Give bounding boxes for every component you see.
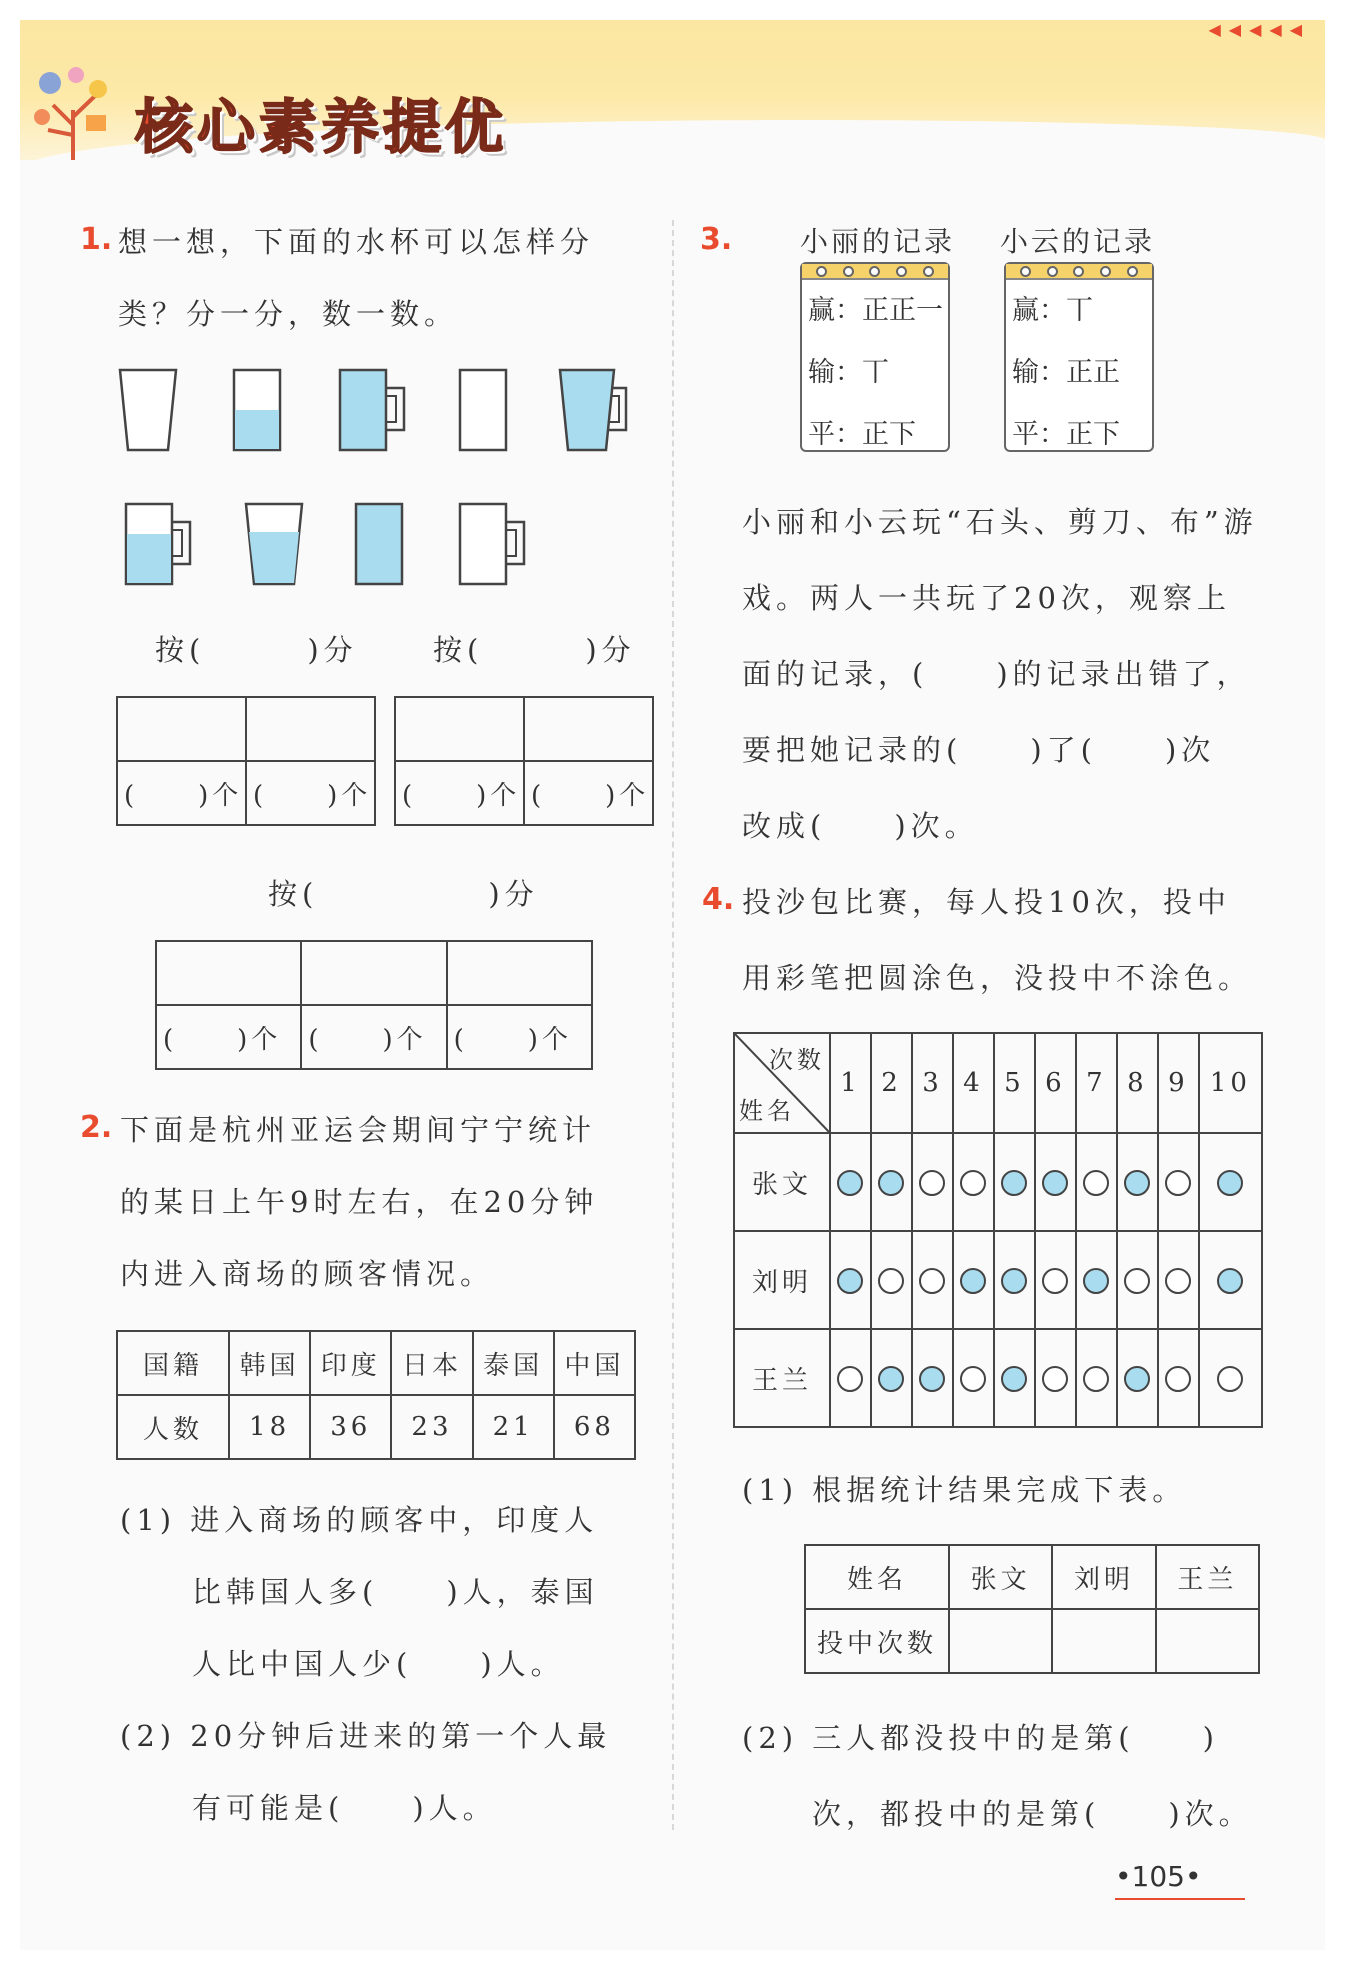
throw-cell	[1035, 1329, 1076, 1427]
question-2-text-line1: 下面是杭州亚运会期间宁宁统计	[120, 1113, 597, 1147]
throw-cell	[1076, 1133, 1117, 1231]
throw-cell	[1158, 1133, 1199, 1231]
visitor-count: 36	[310, 1395, 391, 1459]
visitor-country: 中国	[554, 1331, 635, 1395]
throw-column-number: 4	[953, 1033, 994, 1133]
miss-circle-icon[interactable]	[1165, 1170, 1191, 1196]
visitor-count: 68	[554, 1395, 635, 1459]
visitor-country: 泰国	[473, 1331, 554, 1395]
throw-cell	[871, 1231, 912, 1329]
q2-sub1-line2: 比韩国人多( )人，泰国	[192, 1575, 599, 1609]
hit-circle-icon[interactable]	[1001, 1268, 1027, 1294]
throw-cell	[830, 1231, 871, 1329]
card-xiaoli	[800, 262, 950, 452]
hit-circle-icon[interactable]	[1124, 1366, 1150, 1392]
visitor-country: 日本	[391, 1331, 472, 1395]
throw-cell	[1035, 1231, 1076, 1329]
miss-circle-icon[interactable]	[919, 1170, 945, 1196]
page-title: 核心素养提优	[135, 93, 508, 161]
throw-cell	[994, 1133, 1035, 1231]
question-4-text-line1: 投沙包比赛，每人投10次，投中	[742, 885, 1231, 919]
mug-tapered-full-icon	[558, 368, 630, 452]
classify-cell[interactable]	[301, 941, 446, 1005]
count-cell[interactable]: ( )个	[447, 1005, 592, 1069]
throw-cell	[1117, 1133, 1158, 1231]
throw-cell	[1035, 1133, 1076, 1231]
classify-cell[interactable]	[156, 941, 301, 1005]
decorative-arrows: ◀◀◀◀◀	[1208, 20, 1310, 39]
visitor-count: 23	[391, 1395, 472, 1459]
throw-cell	[1158, 1329, 1199, 1427]
q2-sub2-line1: (2) 20分钟后进来的第一个人最	[120, 1719, 612, 1753]
summary-answer-cell[interactable]	[1156, 1609, 1259, 1673]
throw-column-number: 2	[871, 1033, 912, 1133]
throw-cell	[1117, 1329, 1158, 1427]
card-xiaoyun-lose: 输：正正	[1012, 357, 1120, 388]
hit-circle-icon[interactable]	[960, 1268, 986, 1294]
summary-name: 王兰	[1156, 1545, 1259, 1609]
classify-cell[interactable]	[246, 697, 375, 761]
throw-cell	[1076, 1329, 1117, 1427]
miss-circle-icon[interactable]	[1217, 1366, 1243, 1392]
throw-column-number: 7	[1076, 1033, 1117, 1133]
throw-cell	[912, 1231, 953, 1329]
q2-sub1-line1: (1) 进入商场的顾客中，印度人	[120, 1503, 599, 1537]
throw-cell	[871, 1133, 912, 1231]
throw-cell	[994, 1231, 1035, 1329]
summary-name: 张文	[949, 1545, 1052, 1609]
classify-table-c	[155, 940, 593, 1070]
throw-column-number: 1	[830, 1033, 871, 1133]
visitor-table	[116, 1330, 636, 1460]
notebook-rings-icon	[802, 264, 948, 280]
hit-circle-icon[interactable]	[1217, 1268, 1243, 1294]
corner-top-label: 次数	[769, 1046, 825, 1074]
visitor-row-label: 人数	[117, 1395, 229, 1459]
throw-cell	[871, 1329, 912, 1427]
classify-label-a: 按( )分	[155, 633, 358, 667]
question-3-text-line1: 小丽和小云玩“石头、剪刀、布”游	[742, 505, 1258, 539]
hit-circle-icon[interactable]	[1217, 1170, 1243, 1196]
throw-record-table	[733, 1032, 1263, 1428]
q4-sub2-line1: (2) 三人都没投中的是第( )	[742, 1721, 1219, 1755]
question-1-number: 1.	[80, 222, 113, 257]
card-xiaoli-tie: 平：正下	[808, 419, 916, 450]
miss-circle-icon[interactable]	[919, 1268, 945, 1294]
count-cell[interactable]: ( )个	[246, 761, 375, 825]
visitor-country: 韩国	[229, 1331, 310, 1395]
cup-straight-full-icon	[354, 502, 406, 586]
miss-circle-icon[interactable]	[1042, 1268, 1068, 1294]
throw-cell	[953, 1231, 994, 1329]
count-cell[interactable]: ( )个	[156, 1005, 301, 1069]
throw-column-number: 5	[994, 1033, 1035, 1133]
mug-empty-icon	[458, 502, 530, 586]
player-name: 刘明	[734, 1231, 830, 1329]
throw-row	[734, 1231, 1262, 1329]
throw-cell	[912, 1133, 953, 1231]
throw-cell	[1158, 1231, 1199, 1329]
classify-label-c: 按( )分	[268, 877, 539, 911]
throw-cell	[830, 1329, 871, 1427]
card-xiaoyun-title: 小云的记录	[1000, 225, 1156, 258]
miss-circle-icon[interactable]	[960, 1170, 986, 1196]
miss-circle-icon[interactable]	[1165, 1366, 1191, 1392]
miss-circle-icon[interactable]	[1083, 1366, 1109, 1392]
throw-cell	[1199, 1329, 1262, 1427]
card-xiaoyun-tie: 平：正下	[1012, 419, 1120, 450]
mug-half-icon	[124, 502, 196, 586]
miss-circle-icon[interactable]	[878, 1268, 904, 1294]
visitor-count: 21	[473, 1395, 554, 1459]
classify-cell[interactable]	[447, 941, 592, 1005]
throw-cell	[1076, 1231, 1117, 1329]
throw-row	[734, 1329, 1262, 1427]
hit-circle-icon[interactable]	[1042, 1170, 1068, 1196]
classify-cell[interactable]	[524, 697, 653, 761]
count-cell[interactable]: ( )个	[395, 761, 524, 825]
throw-column-number: 10	[1199, 1033, 1262, 1133]
table-corner-cell	[734, 1033, 830, 1133]
hits-summary-table	[804, 1544, 1260, 1674]
throw-cell	[953, 1133, 994, 1231]
classify-cell[interactable]	[117, 697, 246, 761]
card-xiaoli-title: 小丽的记录	[800, 225, 956, 258]
throw-column-number: 9	[1158, 1033, 1199, 1133]
hit-circle-icon[interactable]	[837, 1268, 863, 1294]
throw-cell	[1199, 1231, 1262, 1329]
page-number: •105•	[1115, 1860, 1202, 1893]
hit-circle-icon[interactable]	[1124, 1170, 1150, 1196]
throw-cell	[830, 1133, 871, 1231]
throw-cell	[1199, 1133, 1262, 1231]
summary-header-label: 姓名	[805, 1545, 949, 1609]
hit-circle-icon[interactable]	[1001, 1170, 1027, 1196]
q2-sub1-line3: 人比中国人少( )人。	[192, 1647, 565, 1681]
miss-circle-icon[interactable]	[960, 1366, 986, 1392]
q4-sub2-line2: 次，都投中的是第( )次。	[812, 1797, 1253, 1831]
question-3-text-line4: 要把她记录的( )了( )次	[742, 733, 1216, 767]
cup-tapered-half-icon	[244, 502, 306, 586]
player-name: 张文	[734, 1133, 830, 1231]
summary-answer-cell[interactable]	[1052, 1609, 1155, 1673]
throw-cell	[994, 1329, 1035, 1427]
hit-circle-icon[interactable]	[1001, 1366, 1027, 1392]
column-divider	[672, 220, 674, 1830]
count-cell[interactable]: ( )个	[117, 761, 246, 825]
classify-table-b	[394, 696, 654, 826]
classify-label-b: 按( )分	[433, 633, 636, 667]
throw-cell	[1117, 1231, 1158, 1329]
throw-row	[734, 1133, 1262, 1231]
card-xiaoyun-win: 赢：丅	[1012, 295, 1093, 326]
throw-column-number: 3	[912, 1033, 953, 1133]
question-4-number: 4.	[702, 882, 735, 917]
miss-circle-icon[interactable]	[1124, 1268, 1150, 1294]
hit-circle-icon[interactable]	[878, 1366, 904, 1392]
question-1-text-line1: 想一想，下面的水杯可以怎样分	[118, 225, 595, 259]
question-3-text-line3: 面的记录，( )的记录出错了，	[742, 657, 1251, 691]
cup-straight-empty-icon	[458, 368, 510, 452]
summary-row-label: 投中次数	[805, 1609, 949, 1673]
question-3-text-line2: 戏。两人一共玩了20次，观察上	[742, 581, 1231, 615]
summary-answer-cell[interactable]	[949, 1609, 1052, 1673]
classify-table-a	[116, 696, 376, 826]
mug-full-icon	[338, 368, 410, 452]
card-xiaoyun	[1004, 262, 1154, 452]
q2-sub2-line2: 有可能是( )人。	[192, 1791, 497, 1825]
miss-circle-icon[interactable]	[837, 1366, 863, 1392]
q4-sub1: (1) 根据统计结果完成下表。	[742, 1473, 1187, 1507]
classify-cell[interactable]	[395, 697, 524, 761]
cup-straight-half-icon	[232, 368, 284, 452]
question-4-text-line2: 用彩笔把圆涂色，没投中不涂色。	[742, 961, 1253, 995]
throw-column-number: 8	[1117, 1033, 1158, 1133]
hit-circle-icon[interactable]	[837, 1170, 863, 1196]
page-number-underline	[1115, 1898, 1245, 1900]
count-cell[interactable]: ( )个	[524, 761, 653, 825]
question-1-text-line2: 类？分一分，数一数。	[118, 297, 459, 331]
card-xiaoli-win: 赢：正正一	[808, 295, 943, 326]
question-2-text-line2: 的某日上午9时左右，在20分钟	[120, 1185, 599, 1219]
notebook-rings-icon	[1006, 264, 1152, 280]
hit-circle-icon[interactable]	[1083, 1268, 1109, 1294]
visitor-count: 18	[229, 1395, 310, 1459]
corner-bottom-label: 姓名	[739, 1097, 795, 1125]
player-name: 王兰	[734, 1329, 830, 1427]
throw-column-number: 6	[1035, 1033, 1076, 1133]
cup-tapered-empty-icon	[118, 368, 180, 452]
visitor-header-label: 国籍	[117, 1331, 229, 1395]
throw-cell	[953, 1329, 994, 1427]
visitor-country: 印度	[310, 1331, 391, 1395]
question-3-number: 3.	[700, 222, 733, 257]
question-2-text-line3: 内进入商场的顾客情况。	[120, 1257, 495, 1291]
summary-name: 刘明	[1052, 1545, 1155, 1609]
question-3-text-line5: 改成( )次。	[742, 809, 979, 843]
miss-circle-icon[interactable]	[1042, 1366, 1068, 1392]
hit-circle-icon[interactable]	[878, 1170, 904, 1196]
card-xiaoli-lose: 输：丅	[808, 357, 889, 388]
hit-circle-icon[interactable]	[919, 1366, 945, 1392]
count-cell[interactable]: ( )个	[301, 1005, 446, 1069]
miss-circle-icon[interactable]	[1165, 1268, 1191, 1294]
throw-cell	[912, 1329, 953, 1427]
miss-circle-icon[interactable]	[1083, 1170, 1109, 1196]
tree-decoration-icon	[28, 55, 118, 165]
question-2-number: 2.	[80, 1110, 113, 1145]
